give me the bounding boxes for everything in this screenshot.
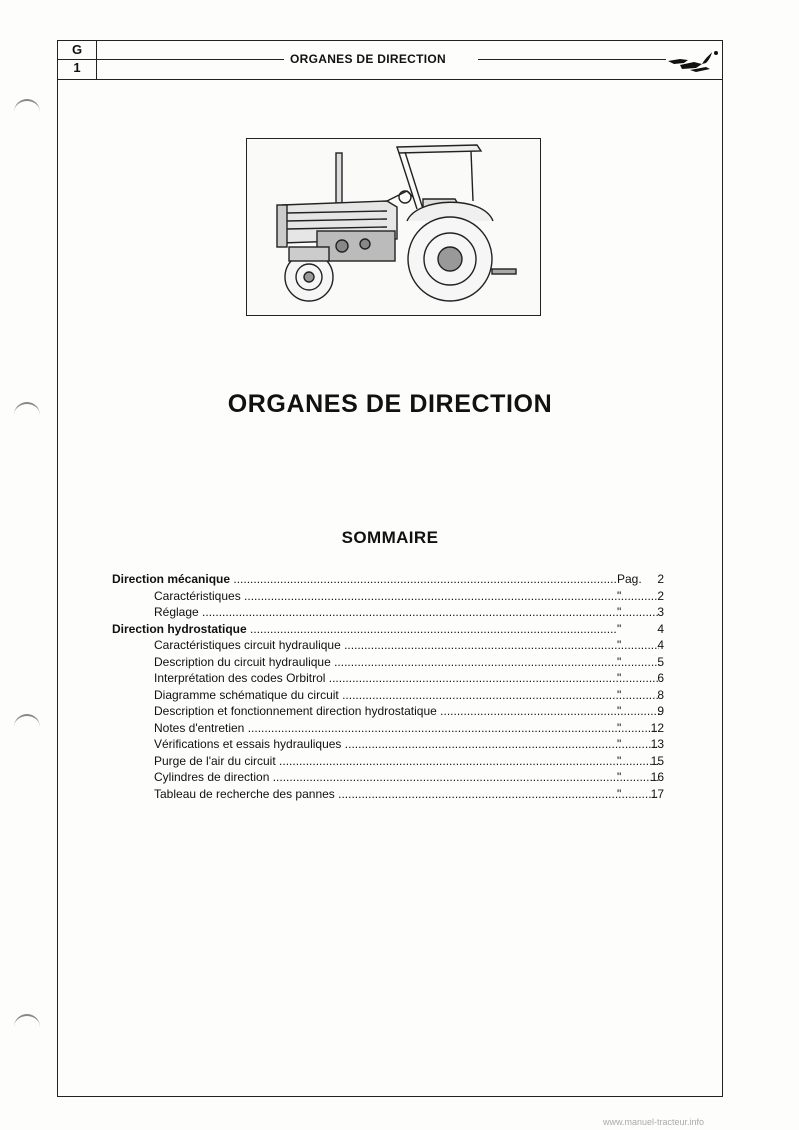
- tractor-illustration: [246, 138, 541, 316]
- page-frame: [57, 40, 723, 1097]
- toc-page: 2: [657, 572, 664, 586]
- toc-label: Interprétation des codes Orbitrol .....: [112, 670, 659, 687]
- toc-prefix: Pag.: [617, 572, 642, 586]
- toc-row: [112, 753, 669, 770]
- toc-row: [112, 604, 669, 621]
- toc-prefix: ": [617, 638, 622, 652]
- toc-page: 4: [657, 638, 664, 652]
- section-box: [58, 41, 97, 79]
- binder-hole-icon: [14, 402, 40, 418]
- toc-page: 9: [657, 704, 664, 718]
- toc-row: [112, 687, 669, 704]
- toc-row: [112, 736, 669, 753]
- toc-row: [112, 571, 669, 588]
- toc-prefix: ": [617, 753, 622, 768]
- toc-page: 2: [657, 588, 664, 603]
- toc-page: 13: [650, 737, 664, 751]
- toc-page: 3: [657, 605, 664, 619]
- toc-label: Notes d'entretien .....: [112, 720, 659, 737]
- toc-label: Caractéristiques .....: [112, 588, 659, 605]
- toc-row: [112, 769, 669, 786]
- toc-prefix: ": [617, 588, 622, 603]
- toc-page: 4: [657, 621, 664, 636]
- toc-label: Direction mécanique .....: [112, 571, 617, 588]
- toc-page: 15: [650, 753, 664, 768]
- toc-label: Description du circuit hydraulique .....: [112, 654, 659, 671]
- toc-page: 16: [650, 770, 664, 784]
- toc-label: Vérifications et essais hydrauliques .....: [112, 736, 659, 753]
- section-letter: G: [71, 42, 83, 57]
- toc-prefix: ": [617, 671, 622, 685]
- header-rule-left: [96, 59, 284, 60]
- table-of-contents: [112, 571, 669, 802]
- toc-page: 8: [657, 687, 664, 702]
- toc-page: 5: [657, 654, 664, 669]
- toc-label: Purge de l'air du circuit .....: [112, 753, 659, 770]
- watermark: www.manuel-tracteur.info: [603, 1117, 705, 1127]
- toc-label: Description et fonctionnement direction hydrostatique .....: [112, 703, 659, 720]
- toc-page: 6: [657, 671, 664, 685]
- toc-page: 12: [650, 720, 664, 735]
- toc-row: [112, 588, 669, 605]
- toc-prefix: ": [617, 654, 622, 669]
- toc-prefix: ": [617, 720, 622, 735]
- tractor-icon: [247, 139, 538, 313]
- toc-prefix: ": [617, 704, 622, 718]
- toc-prefix: ": [617, 687, 622, 702]
- toc-label: Réglage .....: [112, 604, 659, 621]
- toc-prefix: ": [617, 737, 622, 751]
- toc-label: Direction hydrostatique .....: [112, 621, 617, 638]
- toc-page: 17: [650, 786, 664, 801]
- page-title: ORGANES DE DIRECTION: [227, 390, 553, 418]
- toc-label: Tableau de recherche des pannes .....: [112, 786, 659, 803]
- toc-label: Caractéristiques circuit hydraulique .....: [112, 637, 659, 654]
- toc-row: [112, 786, 669, 803]
- header-rule-right: [478, 59, 666, 60]
- binder-hole-icon: [14, 99, 40, 115]
- toc-prefix: ": [617, 605, 622, 619]
- company-logo-icon: [666, 49, 722, 75]
- section-number: 1: [73, 60, 81, 75]
- toc-label: Cylindres de direction .....: [112, 769, 659, 786]
- toc-heading: SOMMAIRE: [341, 528, 439, 547]
- toc-prefix: ": [617, 621, 622, 636]
- page-header: [58, 41, 722, 80]
- binder-hole-icon: [14, 714, 40, 730]
- toc-prefix: ": [617, 770, 622, 784]
- toc-row: [112, 654, 669, 671]
- toc-row: [112, 703, 669, 720]
- header-title: ORGANES DE DIRECTION: [290, 52, 447, 66]
- toc-prefix: ": [617, 786, 622, 801]
- toc-label: Diagramme schématique du circuit .....: [112, 687, 659, 704]
- toc-row: [112, 637, 669, 654]
- toc-row: [112, 621, 669, 638]
- toc-row: [112, 720, 669, 737]
- toc-row: [112, 670, 669, 687]
- binder-hole-icon: [14, 1014, 40, 1030]
